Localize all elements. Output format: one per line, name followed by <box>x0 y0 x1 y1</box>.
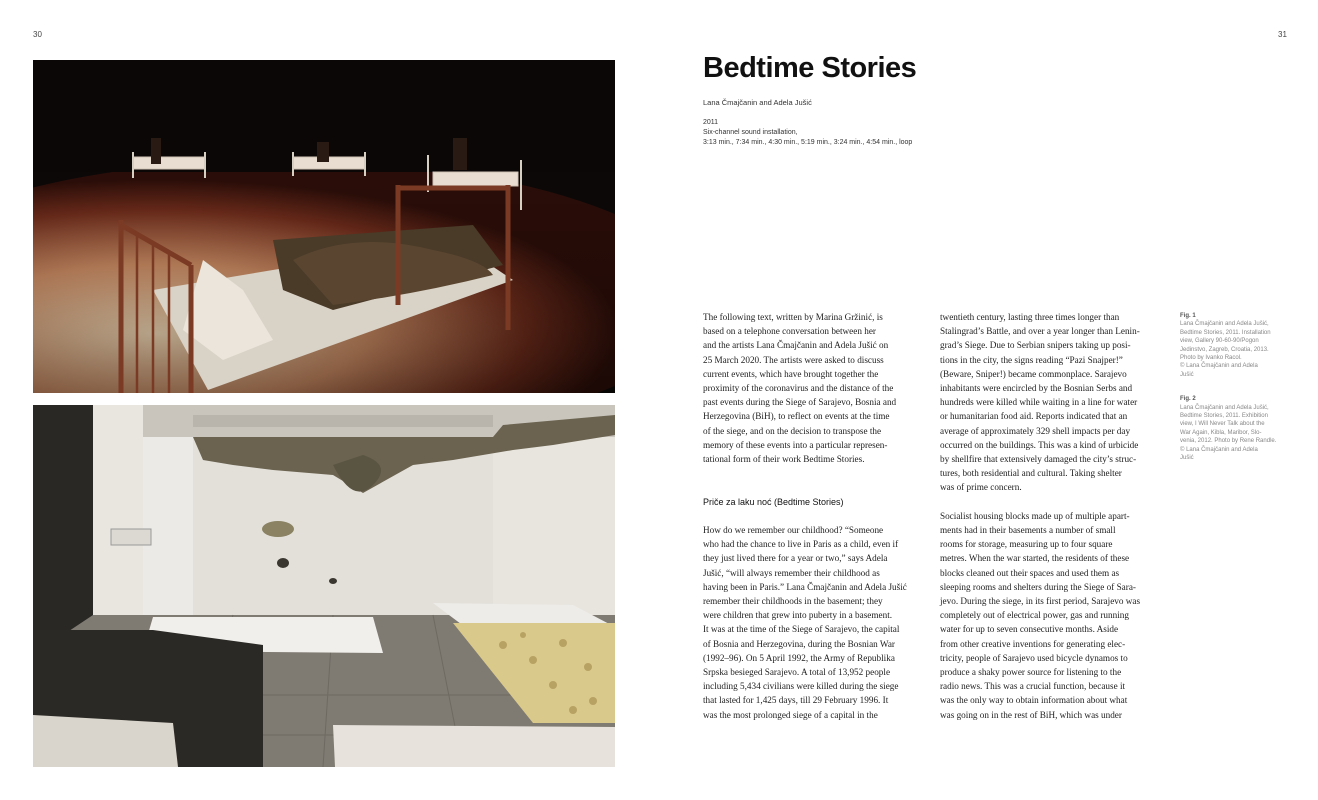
text-line: remember their childhoods in the basement; they <box>703 596 883 607</box>
text-line: tricity, people of Sarajevo used bicycle dynamos to <box>940 652 1128 663</box>
caption-line: War Again, Kibla, Maribor, Slo- <box>1180 429 1262 436</box>
artwork-durations: 3:13 min., 7:34 min., 4:30 min., 5:19 min., 3:24 min., 4:54 min., loop <box>703 139 913 146</box>
artwork-metadata <box>703 118 912 148</box>
text-line: they just lived there for a year or two,” says Adela <box>703 553 888 564</box>
artwork-year: 2011 <box>703 119 719 126</box>
artwork-medium: Six-channel sound installation, <box>703 129 798 136</box>
text-line: tions in the city, the signs reading “Pazi Snajper!” <box>940 354 1123 365</box>
text-line: twentieth century, lasting three times longer than <box>940 312 1120 322</box>
text-line: average of approximately 329 shell impacts per day <box>940 425 1131 436</box>
text-line: jevo. During the siege, in its first period, Sarajevo was <box>940 596 1141 607</box>
caption-line: Bedtime Stories, 2011. Installation <box>1180 329 1271 336</box>
caption-line: Jušić <box>1180 455 1194 462</box>
body-column-2 <box>940 310 1167 722</box>
text-line: and the artists Lana Čmajčanin and Adela Jušić on <box>703 340 889 351</box>
text-line: inhabitants were encircled by the Bosnian Serbs and <box>940 383 1133 394</box>
caption-line: Jedinstvo, Zagreb, Croatia, 2013. <box>1180 346 1269 353</box>
caption-line: Bedtime Stories, 2011. Exhibition <box>1180 413 1268 420</box>
text-line: was of prime concern. <box>940 482 1022 493</box>
figure-captions <box>1180 312 1290 479</box>
text-line: 25 March 2020. The artists were asked to discuss <box>703 354 884 365</box>
caption-line: Photo by Ivanko Racol. <box>1180 355 1242 362</box>
caption-line: venia, 2012. Photo by Rene Randle. <box>1180 438 1277 445</box>
artist-names: Lana Čmajčanin and Adela Jušić <box>703 98 812 107</box>
text-line: of the siege, and on the decision to transpose the <box>703 425 882 436</box>
text-line: rooms for storage, measuring up to four square <box>940 539 1113 550</box>
text-line: was the most prolonged siege of a capital in the <box>703 709 878 720</box>
text-line: who had the chance to live in Paris as a child, even if <box>703 539 899 550</box>
caption-line: Lana Čmajčanin and Adela Jušić, <box>1180 404 1269 411</box>
text-line: proximity of the coronavirus and the distance of the <box>703 383 894 394</box>
caption-line: © Lana Čmajčanin and Adela <box>1180 446 1258 453</box>
text-line: radio news. This was a crucial function, because it <box>940 681 1126 692</box>
text-line: grad’s Siege. Due to Serbian snipers taking up posi- <box>940 340 1131 351</box>
intro-paragraph <box>703 310 930 466</box>
text-line: having been in Paris.” Lana Čmajčanin and Adela Jušić <box>703 581 907 592</box>
siege-paragraph <box>940 310 1167 495</box>
caption-line: view, I Will Never Talk about the <box>1180 421 1265 428</box>
caption-line: view, Gallery 90-60-90/Pogon <box>1180 338 1259 345</box>
caption-fig-2 <box>1180 395 1290 462</box>
text-line: memory of these events into a particular represen- <box>703 439 888 450</box>
text-line: Socialist housing blocks made up of multiple apart- <box>940 510 1130 521</box>
text-line: Herzegovina (BiH), to reflect on events at the time <box>703 411 890 422</box>
body-column-1 <box>703 310 930 722</box>
installation-photo-basement-mattresses <box>33 405 615 767</box>
caption-line: © Lana Čmajčanin and Adela <box>1180 363 1258 370</box>
text-line: (1992–96). On 5 April 1992, the Army of Republika <box>703 652 895 663</box>
text-line: ments had in their basements a number of small <box>940 525 1116 536</box>
text-line: metres. When the war started, the residents of these <box>940 553 1130 564</box>
page-number-right: 31 <box>1278 30 1287 39</box>
article-title: Bedtime Stories <box>703 52 917 84</box>
text-line: based on a telephone conversation between her <box>703 326 876 337</box>
childhood-paragraph <box>703 523 930 722</box>
text-line: water for up to seven consecutive months. Aside <box>940 624 1119 635</box>
text-line: The following text, written by Marina Gržinić, is <box>703 312 883 322</box>
text-line: were children that grew into puberty in a basement. <box>703 610 893 621</box>
text-line: was going on in the rest of BiH, which was under <box>940 709 1122 720</box>
text-line: blocks cleaned out their spaces and used them as <box>940 567 1120 578</box>
text-line: How do we remember our childhood? “Someone <box>703 525 884 535</box>
text-line: occurred on the buildings. This was a kind of urbicide <box>940 439 1139 450</box>
text-line: Srpska besieged Sarajevo. A total of 13,952 people <box>703 667 891 678</box>
text-line: hundreds were killed while waiting in a line for water <box>940 397 1138 408</box>
text-line: of Bosnia and Herzegovina, during the Bosnian War <box>703 638 895 649</box>
caption-fig-1 <box>1180 312 1290 379</box>
text-line: Stalingrad’s Battle, and over a year longer than Lenin- <box>940 326 1140 337</box>
installation-photo-stage-beds <box>33 60 615 393</box>
text-line: including 5,434 civilians were killed during the siege <box>703 681 899 692</box>
caption-line: Jušić <box>1180 371 1194 378</box>
caption-label: Fig. 2 <box>1180 396 1196 403</box>
text-line: tures, both residential and cultural. Taking shelter <box>940 468 1122 479</box>
caption-label: Fig. 1 <box>1180 313 1196 319</box>
text-line: from other creative inventions for generating elec- <box>940 638 1126 649</box>
text-line: was the only way to obtain information about what <box>940 695 1128 706</box>
text-line: tational form of their work Bedtime Stories. <box>703 454 865 465</box>
text-line: by shellfire that extensively damaged the city’s struc- <box>940 454 1137 465</box>
housing-paragraph <box>940 509 1167 722</box>
text-line: or humanitarian food aid. Reports indicated that an <box>940 411 1128 422</box>
text-line: It was at the time of the Siege of Sarajevo, the capital <box>703 624 900 635</box>
text-line: Jušić, “will always remember their childhood as <box>703 567 880 578</box>
text-line: sleeping rooms and shelters during the Siege of Sara- <box>940 581 1136 592</box>
page-number-left: 30 <box>33 30 42 39</box>
text-line: completely out of electrical power, gas and running <box>940 610 1129 621</box>
section-subheading: Priče za laku noć (Bedtime Stories) <box>703 496 844 507</box>
text-line: (Beware, Sniper!) became commonplace. Sarajevo <box>940 368 1127 379</box>
text-line: past events during the Siege of Sarajevo, Bosnia and <box>703 397 897 408</box>
text-line: produce a shaky power source for listening to the <box>940 667 1122 678</box>
text-line: current events, which have brought together the <box>703 368 879 379</box>
caption-line: Lana Čmajčanin and Adela Jušić, <box>1180 321 1269 328</box>
text-line: that lasted for 1,425 days, till 29 February 1996. It <box>703 695 889 706</box>
